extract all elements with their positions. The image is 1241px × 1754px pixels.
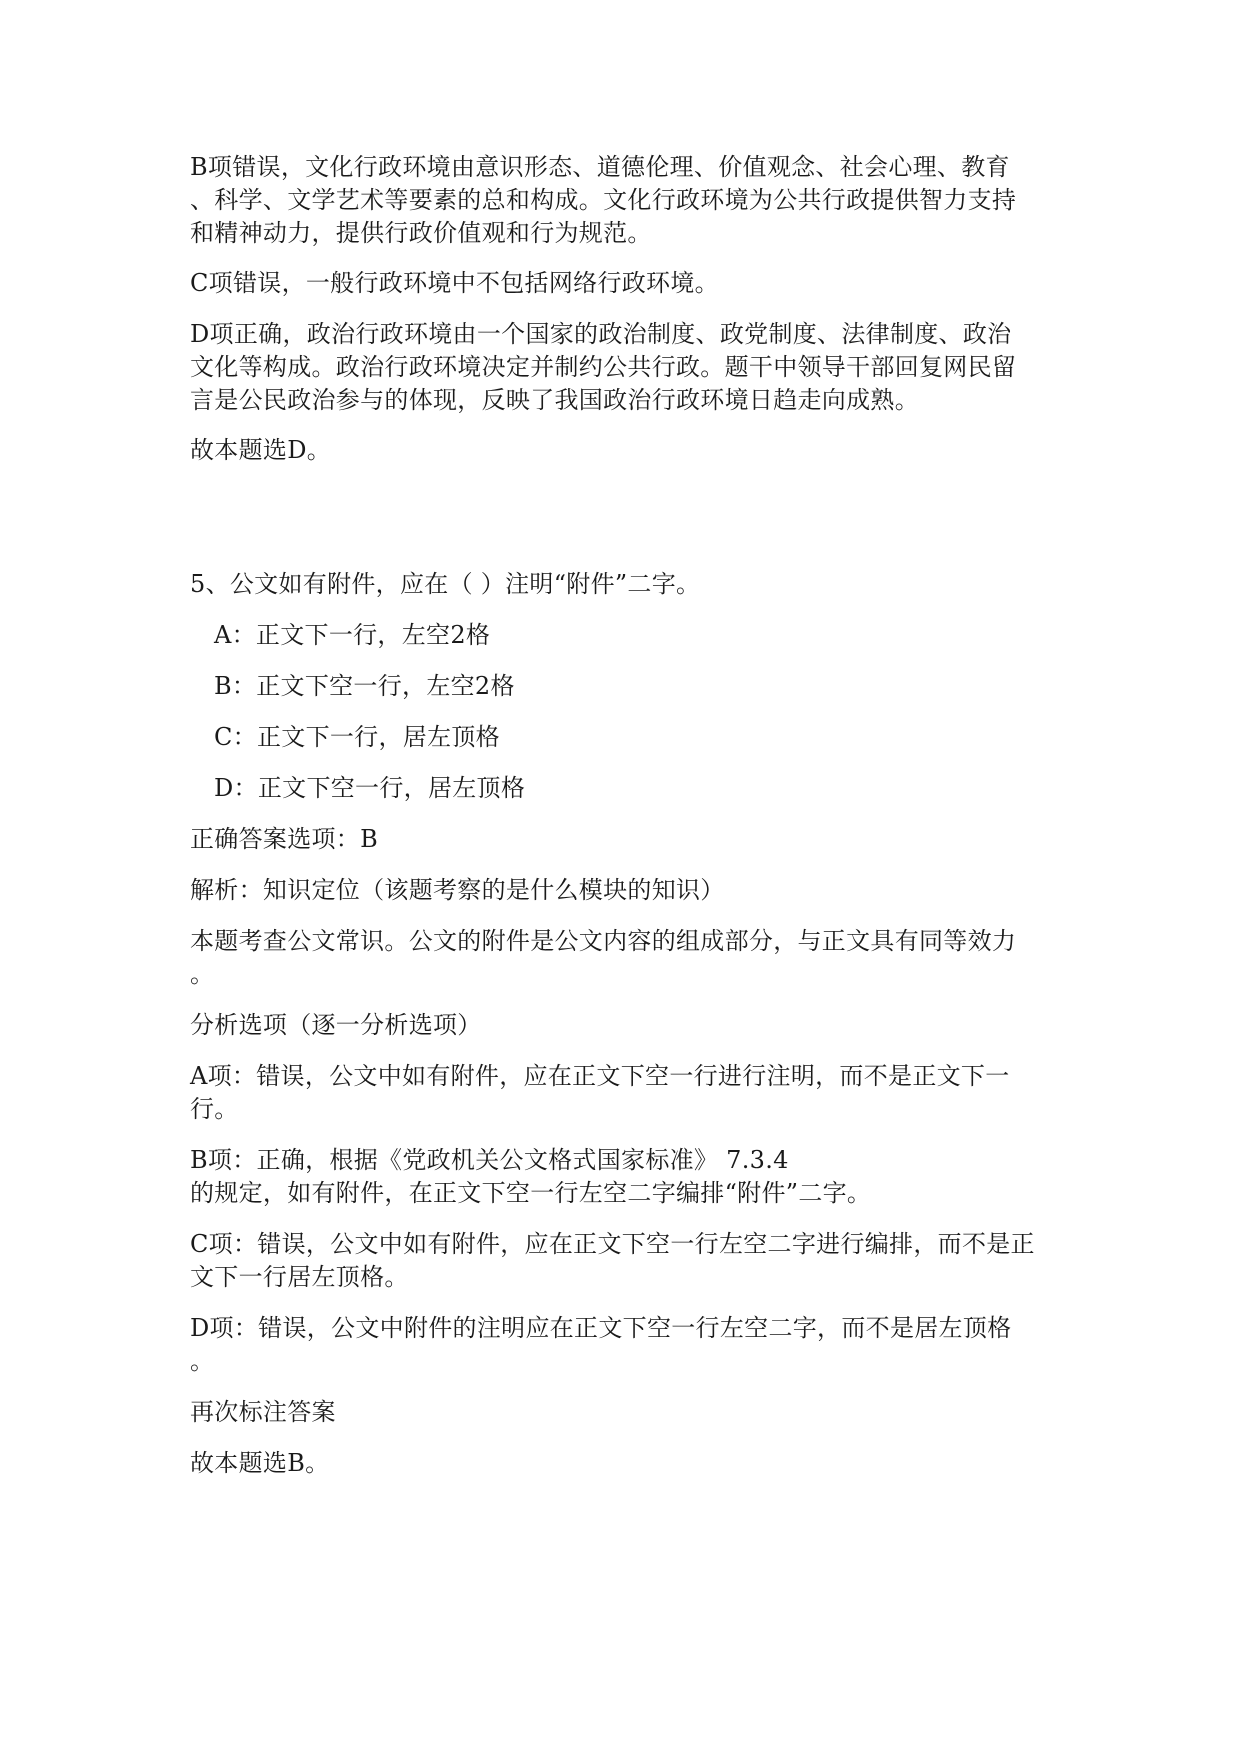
analysis-b-line-1: B项：正确，根据《党政机关公文格式国家标准》 7.3.4 <box>190 1146 789 1174</box>
option-b: B：正文下空一行，左空2格 <box>214 672 515 700</box>
prev-explanation-b-line-1: B项错误，文化行政环境由意识形态、道德伦理、价值观念、社会心理、教育 <box>190 153 1010 181</box>
analysis-c-line-2: 文下一行居左顶格。 <box>190 1263 409 1291</box>
analysis-b-line-2: 的规定，如有附件，在正文下空一行左空二字编排“附件”二字。 <box>190 1179 872 1207</box>
prev-explanation-d-line-1: D项正确，政治行政环境由一个国家的政治制度、政党制度、法律制度、政治 <box>190 320 1012 348</box>
option-d: D：正文下空一行，居左顶格 <box>214 774 526 802</box>
prev-explanation-d-line-3: 言是公民政治参与的体现，反映了我国政治行政环境日趋走向成熟。 <box>190 386 919 414</box>
analysis-intro-line-2: 。 <box>190 960 215 988</box>
analysis-a-line-2: 行。 <box>190 1095 239 1123</box>
correct-answer: 正确答案选项：B <box>190 825 379 853</box>
analysis-d-line-2: 。 <box>190 1347 215 1375</box>
question-stem: 5、公文如有附件，应在（ ）注明“附件”二字。 <box>190 570 701 598</box>
prev-explanation-b-line-2: 、科学、文学艺术等要素的总和构成。文化行政环境为公共行政提供智力支持 <box>190 186 1017 214</box>
analysis-intro-line-1: 本题考查公文常识。公文的附件是公文内容的组成部分，与正文具有同等效力 <box>190 927 1017 955</box>
prev-conclusion: 故本题选D。 <box>190 436 332 464</box>
analysis-heading: 解析：知识定位（该题考察的是什么模块的知识） <box>190 876 725 904</box>
analysis-d-line-1: D项：错误，公文中附件的注明应在正文下空一行左空二字，而不是居左顶格 <box>190 1314 1012 1342</box>
option-c: C：正文下一行，居左顶格 <box>214 723 500 751</box>
option-a: A：正文下一行，左空2格 <box>214 621 491 649</box>
options-analysis-heading: 分析选项（逐一分析选项） <box>190 1011 482 1039</box>
prev-explanation-d-line-2: 文化等构成。政治行政环境决定并制约公共行政。题干中领导干部回复网民留 <box>190 353 1017 381</box>
prev-explanation-c-line-1: C项错误，一般行政环境中不包括网络行政环境。 <box>190 269 719 297</box>
prev-explanation-b-line-3: 和精神动力，提供行政价值观和行为规范。 <box>190 219 652 247</box>
final-conclusion: 故本题选B。 <box>190 1449 330 1477</box>
remark-heading: 再次标注答案 <box>190 1398 336 1426</box>
analysis-c-line-1: C项：错误，公文中如有附件，应在正文下空一行左空二字进行编排，而不是正 <box>190 1230 1035 1258</box>
analysis-a-line-1: A项：错误，公文中如有附件，应在正文下空一行进行注明，而不是正文下一 <box>190 1062 1010 1090</box>
